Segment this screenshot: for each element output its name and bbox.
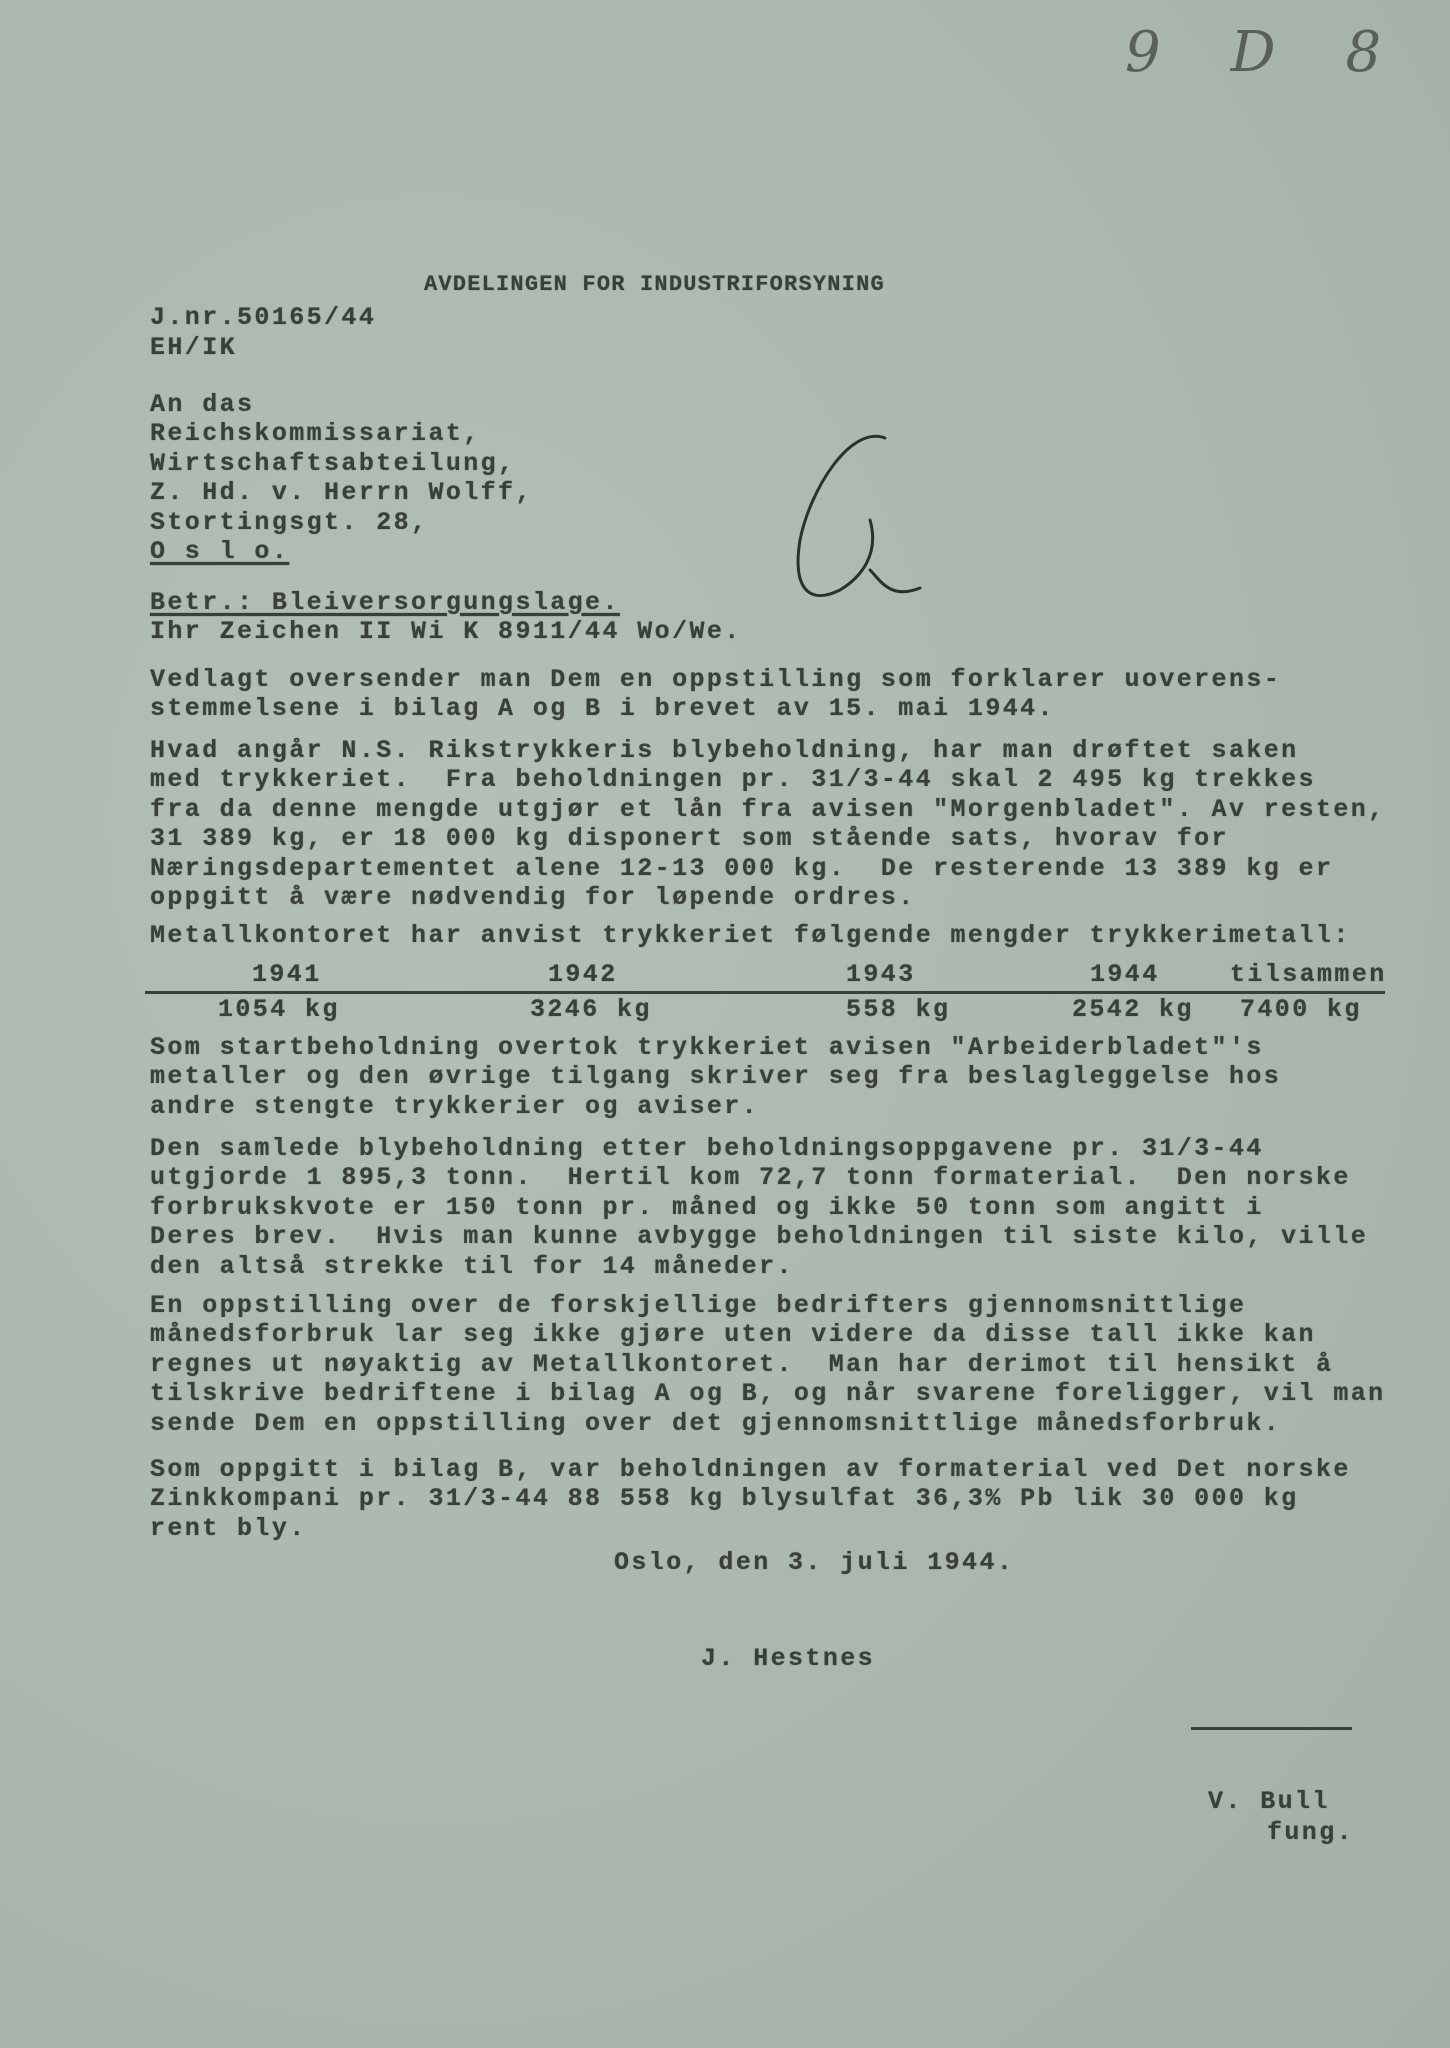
table-header: tilsammen bbox=[1230, 960, 1387, 989]
text-line: utgjorde 1 895,3 tonn. Hertil kom 72,7 tonn formaterial. Den norske bbox=[150, 1163, 1351, 1193]
text-line: andre stengte trykkerier og aviser. bbox=[150, 1091, 760, 1121]
table-header: 1942 bbox=[548, 960, 618, 989]
address-city: O s l o. bbox=[150, 536, 290, 566]
text-line: stemmelsene i bilag A og B i brevet av 15. mai 1944. bbox=[150, 694, 1055, 724]
archive-mark bbox=[1125, 20, 1381, 85]
address-line: Stortingsgt. 28, bbox=[150, 507, 429, 537]
address-line: Wirtschaftsabteilung, bbox=[150, 448, 516, 478]
signatory: J. Hestnes bbox=[701, 1644, 876, 1673]
handwritten-initial bbox=[770, 430, 930, 620]
table-header: 1943 bbox=[846, 960, 916, 989]
text-line: Som startbeholdning overtok trykkeriet avisen "Arbeiderbladet"'s bbox=[150, 1033, 1264, 1062]
table-cell: 1054 kg bbox=[218, 995, 340, 1024]
address-line: Reichskommissariat, bbox=[150, 419, 481, 449]
table-header: 1944 bbox=[1090, 960, 1160, 989]
table-cell: 558 kg bbox=[846, 995, 951, 1024]
paragraph-1 bbox=[150, 665, 1281, 724]
text-line: rent bly. bbox=[150, 1513, 307, 1543]
text-line: oppgitt å være nødvendig for løpende ordres. bbox=[150, 882, 916, 912]
table-rule bbox=[145, 991, 1385, 994]
text-line: Zinkkompani pr. 31/3-44 88 558 kg blysulfat 36,3% Pb lik 30 000 kg bbox=[150, 1484, 1299, 1514]
text-line: sende Dem en oppstilling over det gjennomsnittlige månedsforbruk. bbox=[150, 1408, 1282, 1438]
text-line: den altså strekke til for 14 måneder. bbox=[150, 1251, 794, 1281]
table-cell: 7400 kg bbox=[1240, 995, 1362, 1024]
paragraph-6 bbox=[150, 1291, 1386, 1438]
reference-line: Ihr Zeichen II Wi K 8911/44 Wo/We. bbox=[150, 617, 742, 647]
text-line: Deres brev. Hvis man kunne avbygge beholdningen til siste kilo, ville bbox=[150, 1222, 1369, 1252]
paragraph-4 bbox=[150, 1033, 1281, 1121]
text-line: tilskrive bedriftene i bilag A og B, og når svarene foreligger, vil man bbox=[150, 1379, 1386, 1409]
text-line: Næringsdepartementet alene 12-13 000 kg. De resterende 13 389 kg er bbox=[150, 853, 1334, 883]
paragraph-7 bbox=[150, 1455, 1351, 1543]
text-line: metaller og den øvrige tilgang skriver seg fra beslagleggelse hos bbox=[150, 1062, 1282, 1092]
text-line: regnes ut nøyaktig av Metallkontoret. Man har derimot til hensikt å bbox=[150, 1349, 1334, 1379]
table-cell: 3246 kg bbox=[530, 995, 652, 1024]
place-date: Oslo, den 3. juli 1944. bbox=[614, 1548, 1015, 1577]
subject-line: Betr.: Bleiversorgungslage. bbox=[150, 588, 620, 617]
cosignatory-title: fung. bbox=[1267, 1818, 1355, 1847]
text-line: forbrukskvote er 150 tonn pr. måned og ikke 50 tonn som angitt i bbox=[150, 1192, 1264, 1222]
archive-mark-letter: D bbox=[1230, 20, 1276, 85]
text-line: 31 389 kg, er 18 000 kg disponert som stående sats, hvorav for bbox=[150, 824, 1229, 854]
department-heading: AVDELINGEN FOR INDUSTRIFORSYNING bbox=[424, 272, 885, 297]
address-line: An das bbox=[150, 390, 255, 419]
text-line: Som oppgitt i bilag B, var beholdningen av formaterial ved Det norske bbox=[150, 1455, 1351, 1484]
text-line: Hvad angår N.S. Rikstrykkeris blybeholdning, har man drøftet saken bbox=[150, 736, 1299, 765]
paragraph-3 bbox=[150, 921, 1351, 950]
signature-line bbox=[1191, 1727, 1352, 1730]
table-cell: 2542 kg bbox=[1072, 995, 1194, 1024]
archive-mark-number: 8 bbox=[1345, 20, 1382, 85]
text-line: fra da denne mengde utgjør et lån fra avisen "Morgenbladet". Av resten, bbox=[150, 794, 1386, 824]
text-line: månedsforbruk lar seg ikke gjøre uten videre da disse tall ikke kan bbox=[150, 1320, 1316, 1350]
text-line: Metallkontoret har anvist trykkeriet følgende mengder trykkerimetall: bbox=[150, 921, 1351, 950]
journal-number: J.nr.50165/44 bbox=[150, 303, 377, 332]
table-header: 1941 bbox=[252, 960, 322, 989]
paragraph-2 bbox=[150, 736, 1386, 912]
text-line: Vedlagt oversender man Dem en oppstilling som forklarer uoverens- bbox=[150, 665, 1282, 694]
initials: EH/IK bbox=[150, 333, 238, 362]
recipient-address bbox=[150, 390, 533, 566]
text-line: med trykkeriet. Fra beholdningen pr. 31/3-44 skal 2 495 kg trekkes bbox=[150, 765, 1316, 795]
text-line: Den samlede blybeholdning etter beholdningsoppgavene pr. 31/3-44 bbox=[150, 1134, 1264, 1163]
archive-mark-number: 9 bbox=[1125, 20, 1161, 85]
subject bbox=[150, 588, 742, 647]
address-line: Z. Hd. v. Herrn Wolff, bbox=[150, 478, 533, 508]
paragraph-5 bbox=[150, 1134, 1368, 1281]
cosignatory: V. Bull bbox=[1208, 1787, 1330, 1816]
text-line: En oppstilling over de forskjellige bedrifters gjennomsnittlige bbox=[150, 1291, 1247, 1320]
